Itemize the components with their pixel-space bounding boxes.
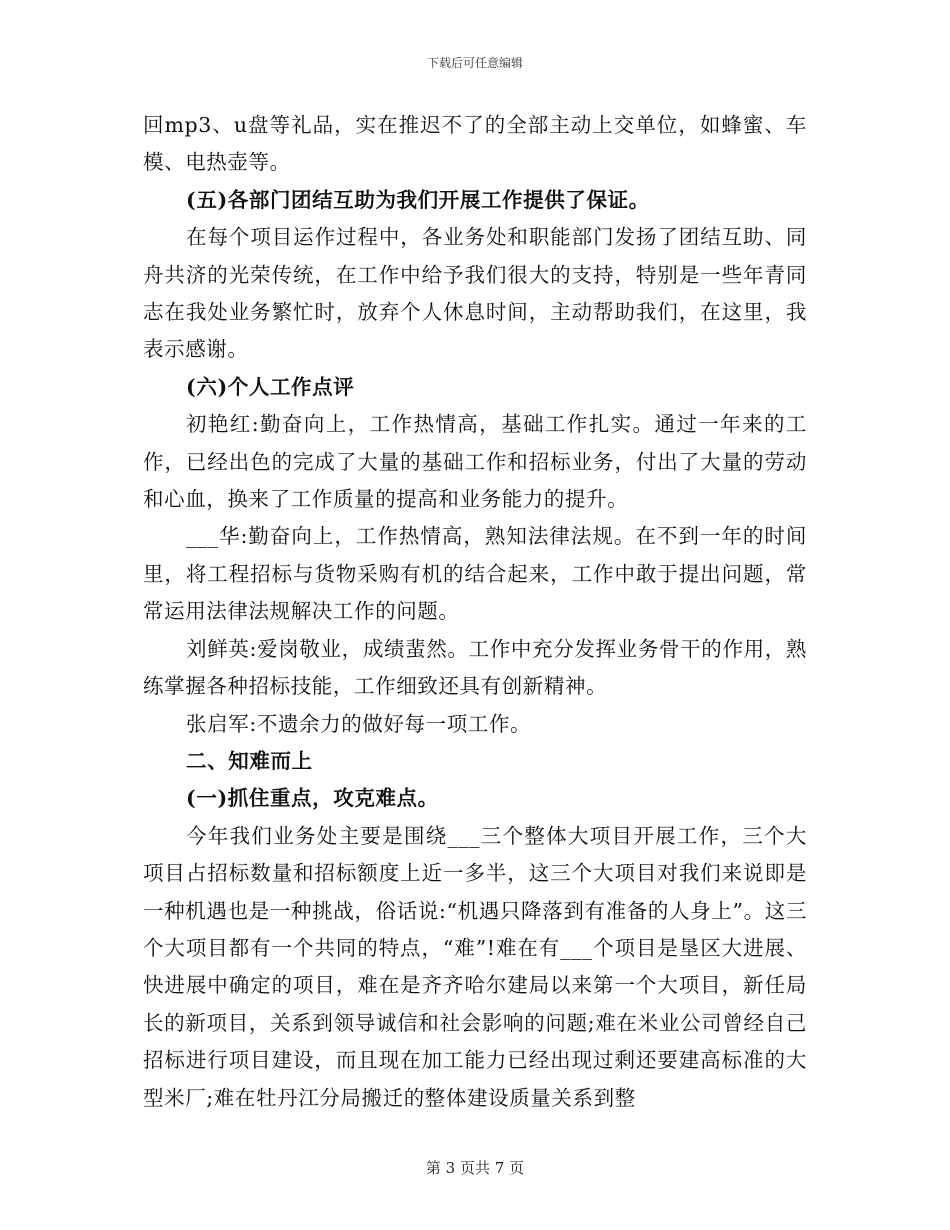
page-header: 下载后可任意编辑: [426, 56, 523, 70]
page-footer: 第 3 页共 7 页: [425, 1159, 525, 1177]
paragraph: 在每个项目运作过程中，各业务处和职能部门发扬了团结互助、同舟共济的光荣传统，在工作中给予我们很大的支持，特别是一些年青同志在我处业务繁忙时，放弃个人休息时间，主动帮助我们，在这里，我表示感谢。: [143, 225, 807, 362]
section-heading: 二、知难而上: [186, 748, 313, 773]
section-heading: (六)个人工作点评: [186, 374, 355, 399]
paragraph: 张启军:不遗余力的做好每一项工作。: [186, 711, 532, 736]
paragraph: 初艳红:勤奋向上，工作热情高，基础工作扎实。通过一年来的工作，已经出色的完成了大量的基础工作和招标业务，付出了大量的劳动和心血，换来了工作质量的提高和业务能力的提升。: [143, 412, 807, 512]
paragraph: 回mp3、u盘等礼品，实在推迟不了的全部主动上交单位，如蜂蜜、车模、电热壶等。: [143, 113, 807, 175]
paragraph: ___华:勤奋向上，工作热情高，熟知法律法规。在不到一年的时间里，将工程招标与货物采购有机的结合起来，工作中敢于提出问题，常常运用法律法规解决工作的问题。: [143, 524, 807, 624]
section-heading: (五)各部门团结互助为我们开展工作提供了保证。: [186, 187, 650, 212]
paragraph: 刘鲜英:爱岗敬业，成绩蜚然。工作中充分发挥业务骨干的作用，熟练掌握各种招标技能，工作细致还具有创新精神。: [143, 636, 807, 699]
section-heading: (一)抓住重点，攻克难点。: [186, 786, 439, 811]
document-body: [143, 107, 807, 1117]
paragraph: 今年我们业务处主要是围绕___三个整体大项目开展工作，三个大项目占招标数量和招标额度上近一多半，这三个大项目对我们来说即是一种机遇也是一种挑战，俗话说:“机遇只降落到有准备的人身上”。这三个大项目都有一个共同的特点，“难”!难在有___个项目是垦区大进展、快进展中确定的项目，难在是齐齐哈尔建局以来第一个大项目，新任局长的新项目，关系到领导诚信和社会影响的问题;难在米业公司曾经自己招标进行项目建设，而且现在加工能力已经出现过剩还要建高标准的大型米厂;难在牡丹江分局搬迁的整体建设质量关系到整: [143, 823, 807, 1110]
